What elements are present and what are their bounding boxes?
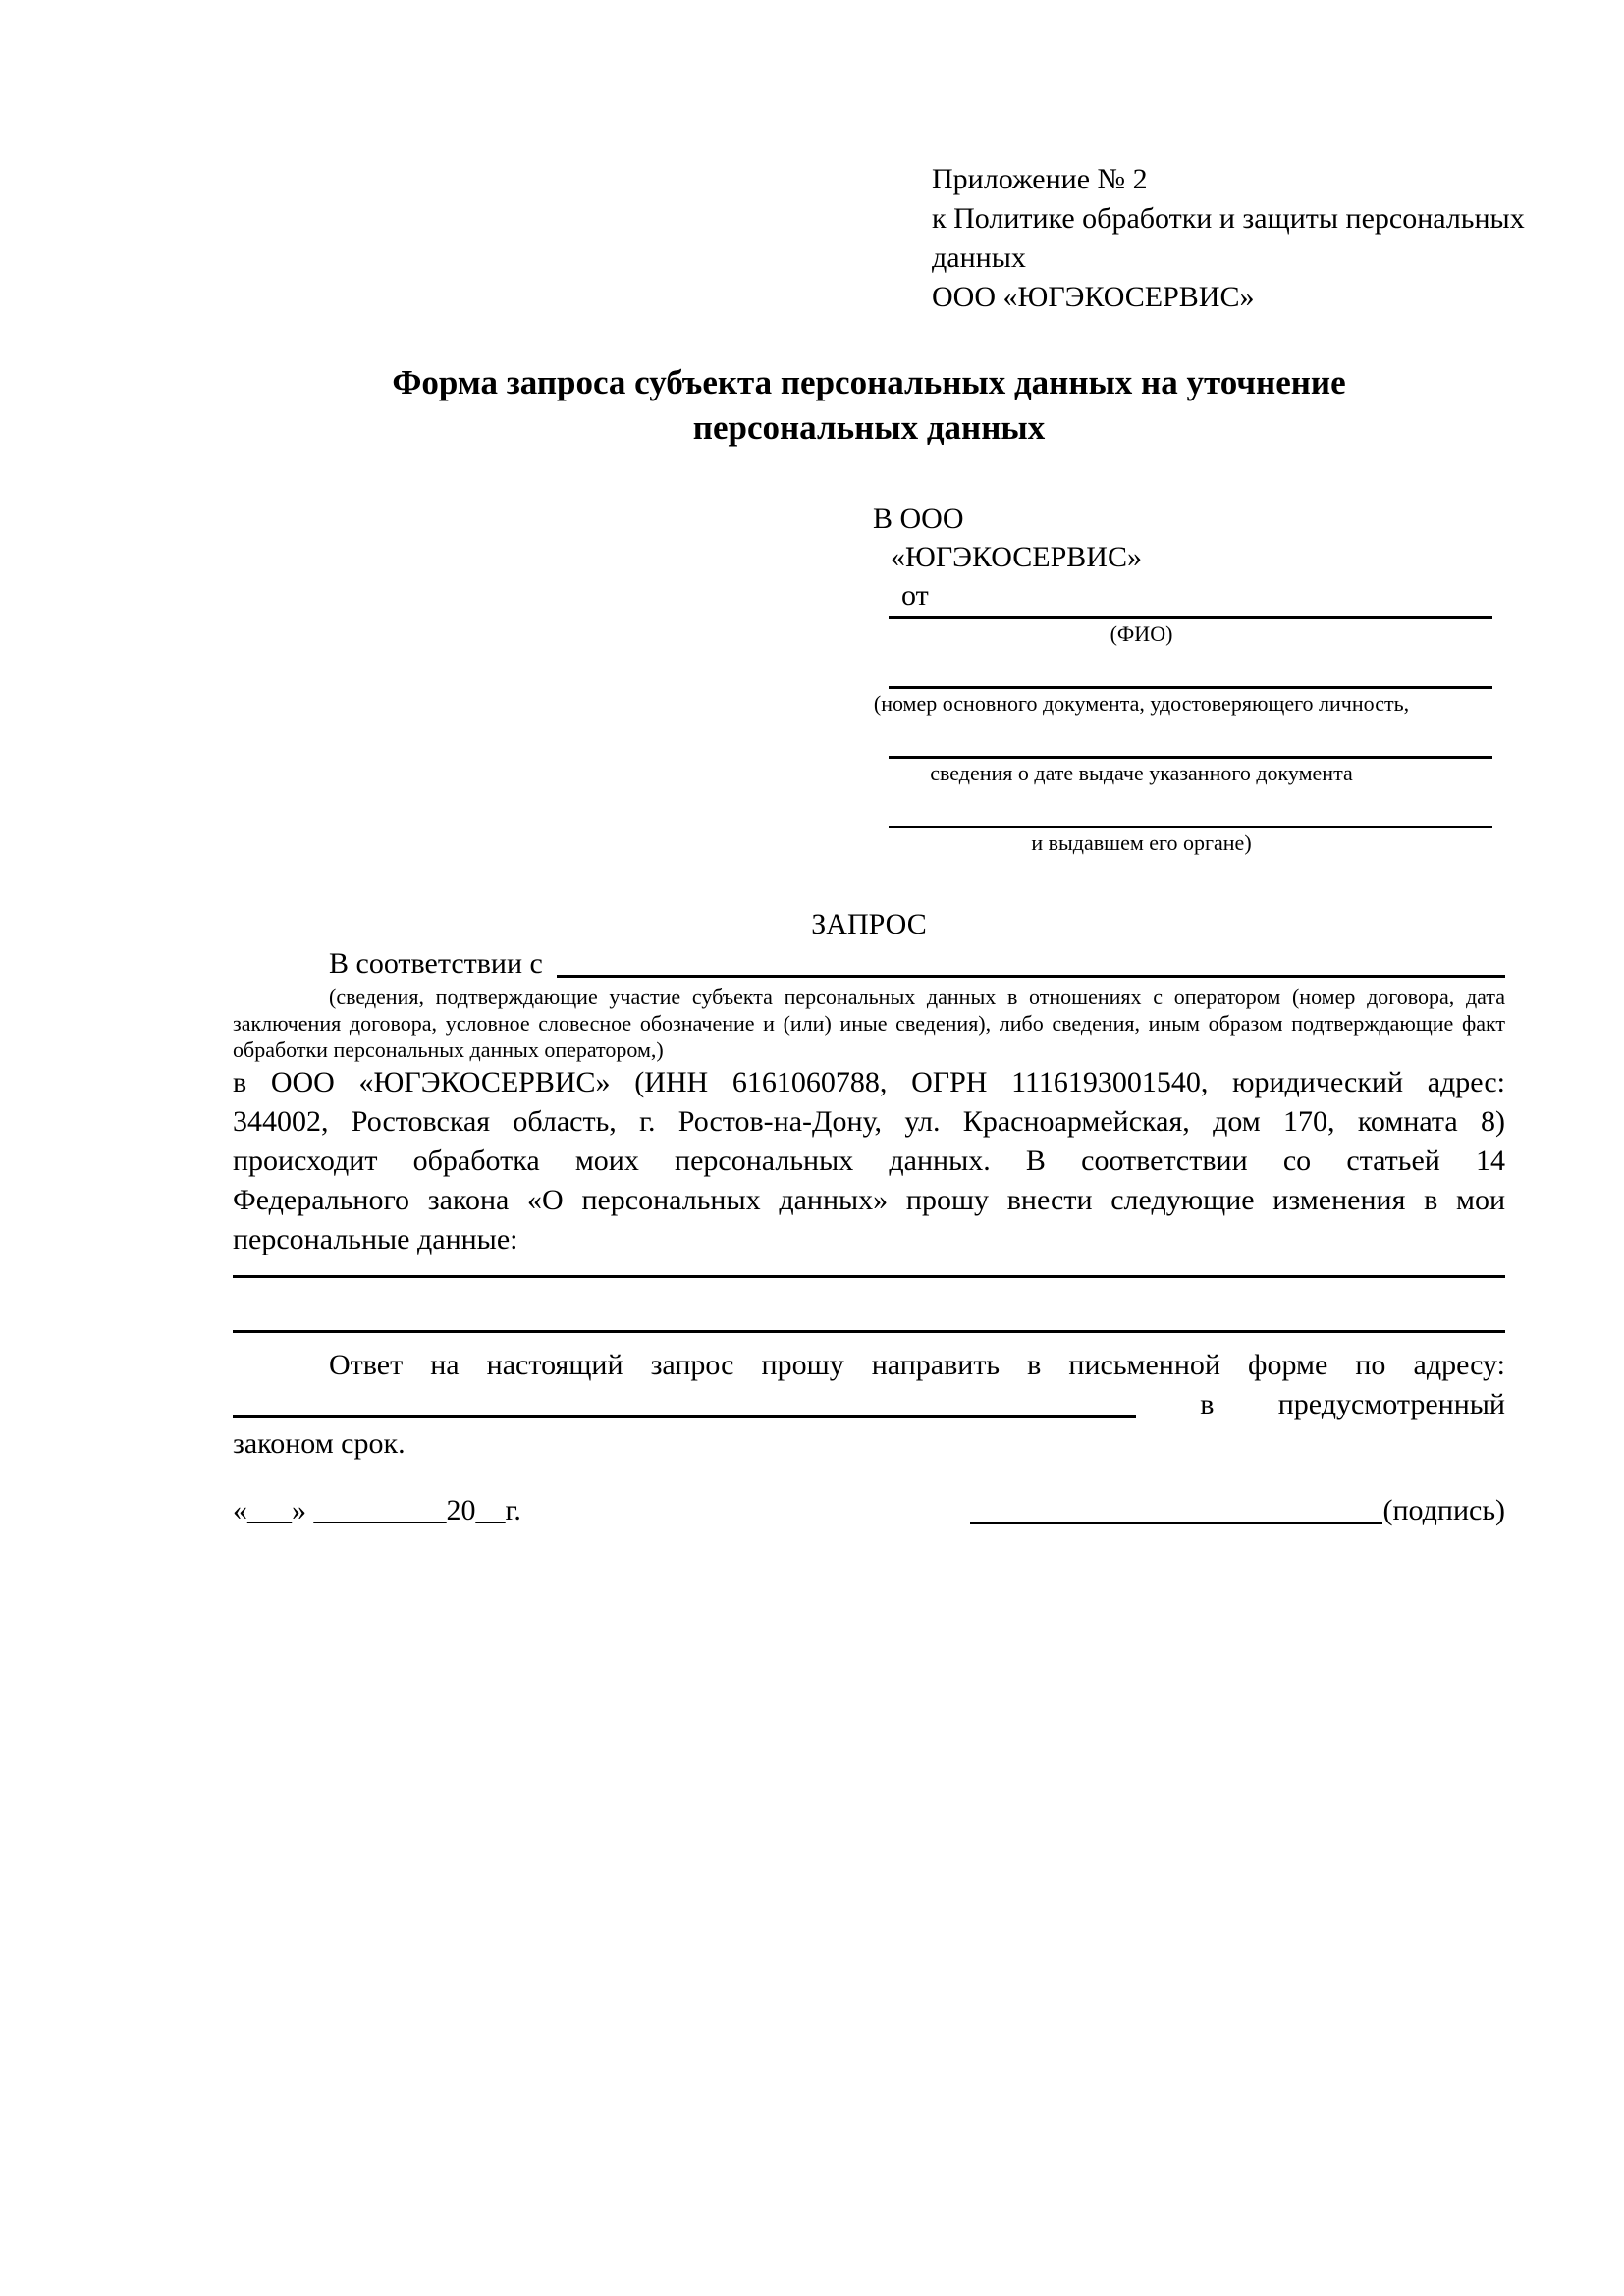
intro-blank-line [557,973,1505,978]
issuing-authority-field [889,824,1492,858]
document-number-caption: (номер основного документа, удостоверяющего личность, [873,691,1410,716]
signature-row [233,1491,1505,1530]
reply-closing-line: законом срок. [233,1427,406,1460]
signature-caption: (подпись) [1382,1494,1505,1526]
document-content [233,0,1525,1530]
body-line: персональные данные: [233,1223,518,1255]
intro-line [233,944,1505,984]
signature-area [970,1491,1505,1530]
signature-blank-line [970,1520,1382,1524]
changes-blank-line [233,1278,1505,1333]
addressee-to-line: В ООО [873,503,964,535]
reply-word-last: предусмотренный [1277,1388,1505,1420]
date-fill-line: «___» _________20__г. [233,1494,521,1526]
changes-blank-line [233,1259,1505,1278]
reply-instruction-line: Ответ на настоящий запрос прошу направить в письменной форме по адресу: [329,1349,1505,1381]
reply-address-line [233,1385,1505,1424]
appendix-company-name: ООО «ЮГЭКОСЕРВИС» [932,281,1255,313]
issue-date-caption: сведения о дате выдаче указанного документа [930,761,1353,785]
appendix-policy-reference: к Политике обработки и защиты персональных данных [932,202,1525,274]
reply-word-in: в [1200,1388,1215,1420]
addressee-block [233,500,1505,858]
appendix-header [932,160,1560,317]
request-body [233,1063,1505,1259]
addressee-from-label: от [901,579,929,612]
request-heading: ЗАПРОС [811,908,927,940]
intro-prefix: В соответствии с [329,947,543,980]
issuing-authority-caption: и выдавшем его органе) [1031,830,1252,855]
fio-field [889,614,1492,649]
fio-caption: (ФИО) [1110,621,1173,646]
address-blank-line [233,1414,1136,1418]
body-line: в ООО «ЮГЭКОСЕРВИС» (ИНН 6161060788, ОГРН 1116193001540, юридический адрес: [233,1066,1505,1098]
issue-date-field [889,754,1492,788]
addressee-company-name: «ЮГЭКОСЕРВИС» [891,541,1142,573]
body-line: 344002, Ростовская область, г. Ростов-на-Дону, ул. Красноармейская, дом 170, комната 8) [233,1105,1505,1138]
footnote-text: (сведения, подтверждающие участие субъекта персональных данных в отношениях с оператором (номер договора, дата заключения договора, условное словесное обозначение и (или) иные сведения), либо сведения, иным образом подтверждающие факт обработки персональных данных оператором,) [233,985,1505,1062]
appendix-number: Приложение № 2 [932,163,1148,195]
body-line: происходит обработка моих персональных данных. В соответствии со статьей 14 [233,1145,1505,1177]
page-title: Форма запроса субъекта персональных данных на уточнение персональных данных [392,363,1346,447]
document-number-field [873,684,1492,719]
body-line: Федерального закона «О персональных данных» прошу внести следующие изменения в мои [233,1184,1505,1216]
